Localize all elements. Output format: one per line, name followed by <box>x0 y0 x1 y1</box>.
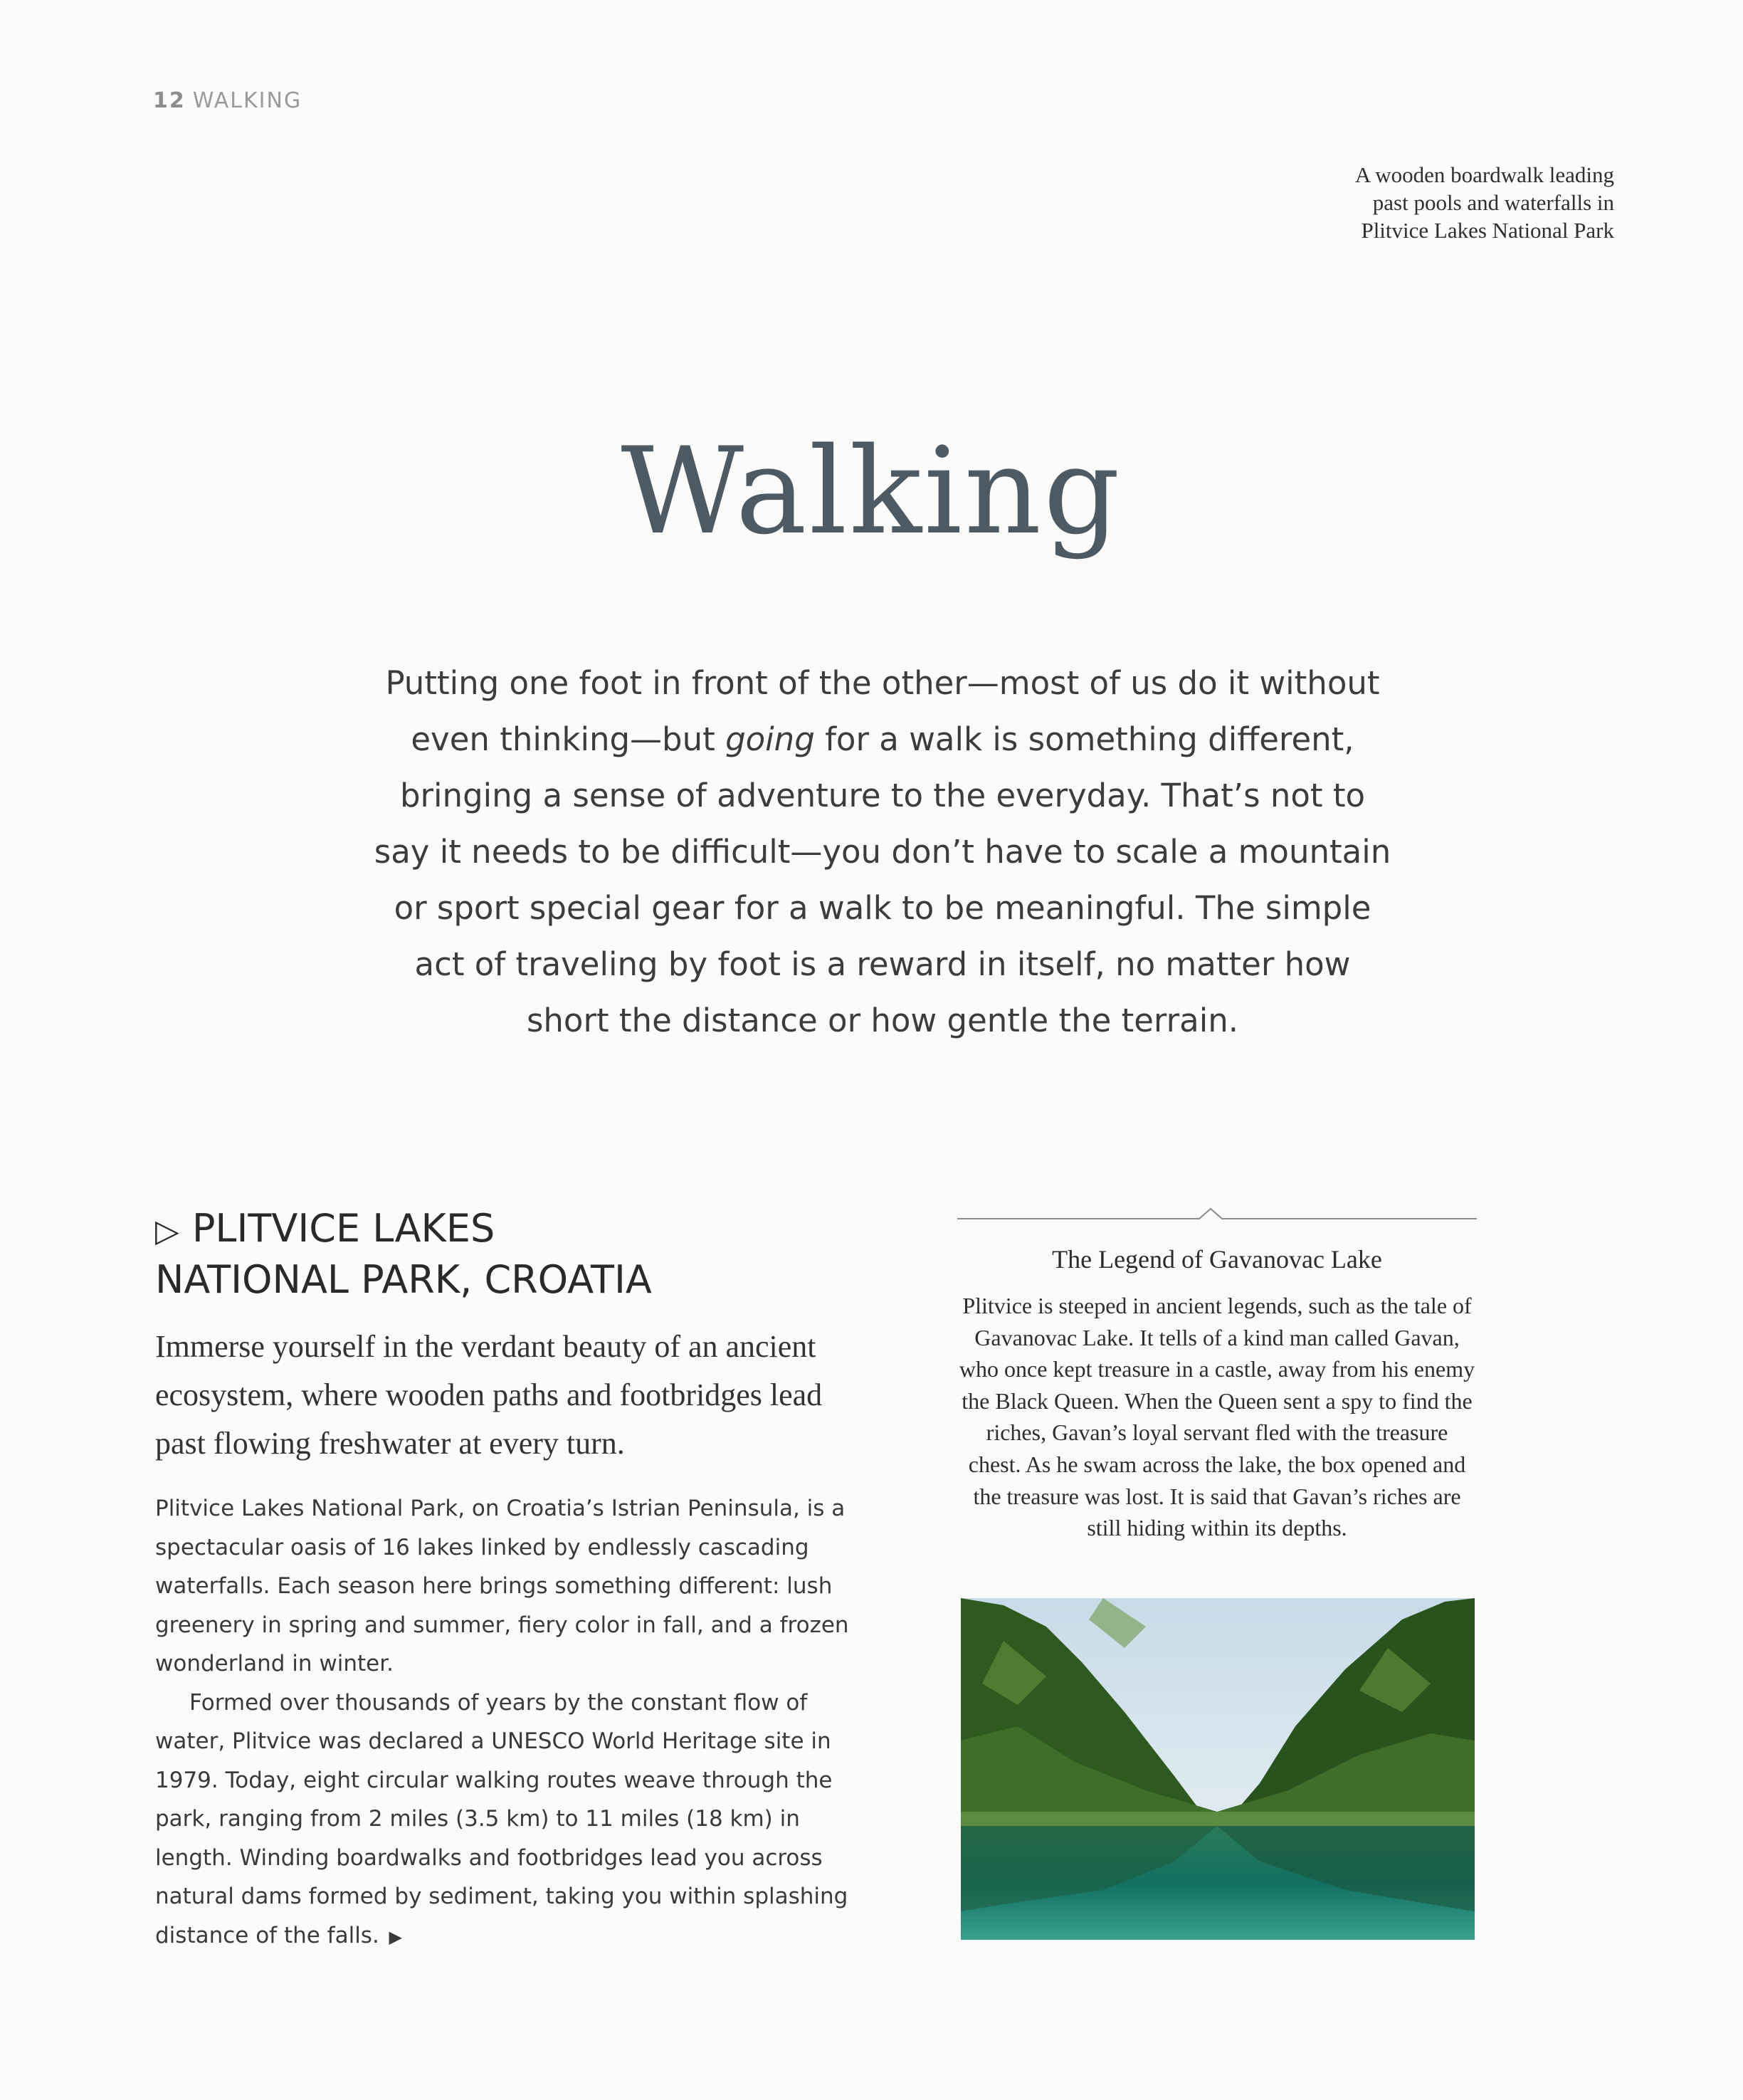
body-paragraph-1: Plitvice Lakes National Park, on Croatia’s Istrian Peninsula, is a spectacular oasis of 16 lakes linked by endlessly cascading waterfalls. Each season here brings something different: lush greenery in spring and summer, fiery color in fall, and a frozen wonderland in winter. <box>155 1496 849 1676</box>
intro-text-end: for a walk is something different, bringing a sense of adventure to the everyday. That’s not to say it needs to be difficult—you don’t have to scale a mountain or sport special gear for a walk to be meaningful. The simple act of traveling by foot is a reward in itself, no matter how short the distance or how gentle the terrain. <box>374 720 1391 1039</box>
chapter-title: Walking <box>621 421 1122 561</box>
page-number: 12 <box>153 88 186 113</box>
intro-italic-word: going <box>725 720 815 758</box>
section-heading <box>155 1204 867 1304</box>
continue-arrow-icon: ▶ <box>383 1926 402 1947</box>
sidebar-title: The Legend of Gavanovac Lake <box>1052 1245 1382 1274</box>
running-head <box>153 88 302 113</box>
section-body <box>155 1489 849 1956</box>
body-paragraph-2 <box>155 1684 849 1957</box>
triangle-outline-icon: ▷ <box>155 1213 179 1249</box>
sidebar-text: Plitvice is steeped in ancient legends, such as the tale of Gavanovac Lake. It tells of a kind man called Gavan, who once kept treasure in a castle, away from his enemy the Black Queen. When the Queen sent a spy to find the riches, Gavan’s loyal servant fled with the treasure chest. As he swam across the lake, the box opened and the treasure was lost. It is said that Gavan’s riches are still hiding within its depths. <box>959 1293 1475 1541</box>
intro-paragraph <box>370 655 1395 1049</box>
section-lede: Immerse yourself in the verdant beauty of an ancient ecosystem, where wooden paths and footbridges lead past flowing freshwater at every turn. <box>155 1329 823 1461</box>
photo-caption: A wooden boardwalk leading past pools and waterfalls in Plitvice Lakes National Park <box>1354 162 1614 243</box>
section-heading-line1: PLITVICE LAKES <box>191 1206 495 1251</box>
sidebar-divider <box>957 1203 1477 1224</box>
intro-text-start: Putting one foot in front of the other—most of us do it without even thinking—but <box>385 664 1380 758</box>
lake-photo <box>961 1598 1475 1940</box>
body-paragraph-2-text: Formed over thousands of years by the constant flow of water, Plitvice was declared a UNESCO World Heritage site in 1979. Today, eight circular walking routes weave through the park, ranging from 2 miles (3.5 km) to 11 miles (18 km) in length. Winding boardwalks and footbridges lead you across natural dams formed by sediment, taking you within splashing distance of the falls. <box>155 1689 848 1948</box>
running-head-section: WALKING <box>192 88 302 113</box>
section-heading-line2: NATIONAL PARK, CROATIA <box>155 1257 652 1302</box>
